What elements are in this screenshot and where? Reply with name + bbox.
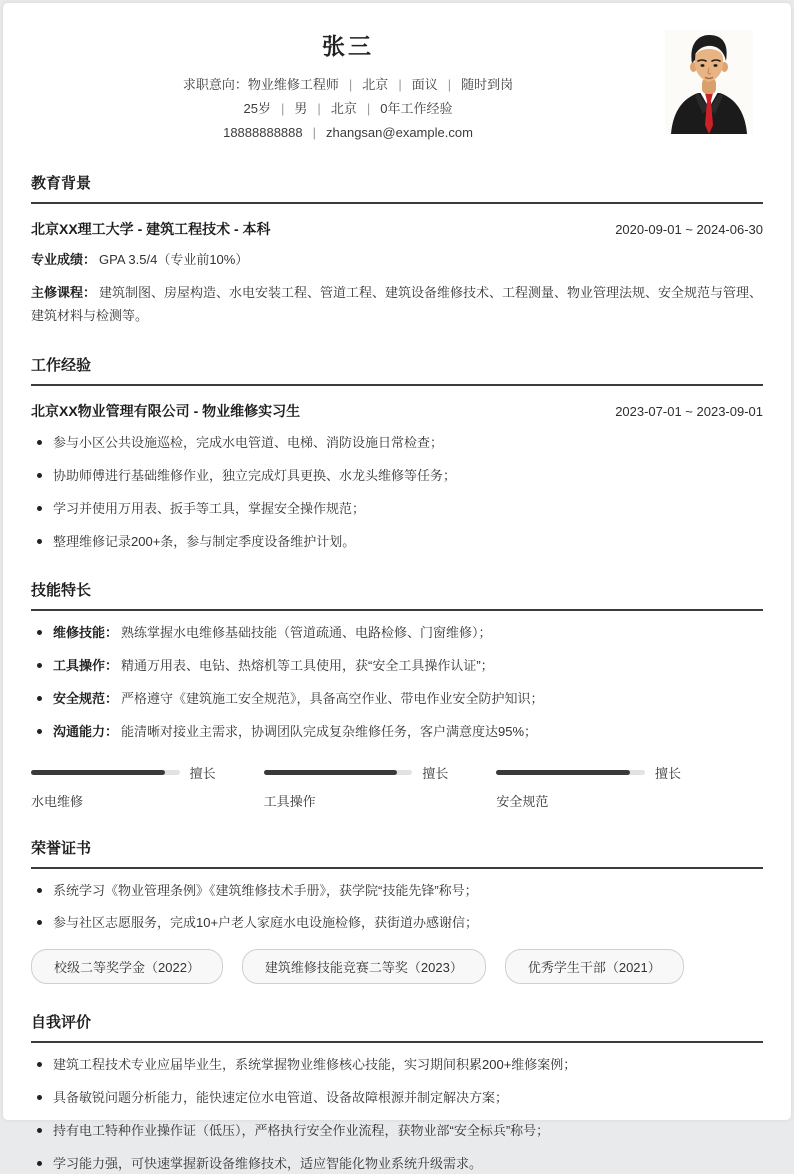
- section-education: [31, 172, 763, 327]
- work-bullet: [31, 433, 763, 454]
- gender: 男: [294, 101, 308, 116]
- experience-years: 0年工作经验: [380, 101, 453, 116]
- skill-bar-safety: [496, 763, 681, 810]
- job-intent-availability: 随时到岗: [461, 77, 514, 92]
- honor-tag: 优秀学生干部（2021）: [505, 949, 684, 984]
- separator: |: [281, 101, 285, 116]
- separator: |: [447, 77, 452, 92]
- gpa-value: GPA 3.5/4（专业前10%）: [99, 252, 249, 267]
- skill-bar-name: 工具操作: [263, 793, 316, 809]
- skill-bullet: [31, 656, 763, 677]
- skill-text: 严格遵守《建筑施工安全规范》，具备高空作业、带电作业安全防护知识；: [121, 691, 544, 707]
- separator: |: [366, 101, 371, 116]
- honor-bullet-text: 系统学习《物业管理条例》《建筑维修技术手册》，获学院“技能先锋”称号；: [53, 882, 478, 898]
- skill-label: 沟通能力：: [53, 723, 119, 739]
- courses-label: 主修课程：: [31, 284, 97, 300]
- skill-bullet: [31, 722, 763, 743]
- skill-text: 熟练掌握水电维修基础技能（管道疏通、电路检修、门窗维修）；: [121, 625, 492, 641]
- age: 25岁: [243, 101, 272, 116]
- bullet-dot-icon: [37, 1128, 42, 1133]
- self-eval-bullet: [31, 1121, 763, 1142]
- skill-level-label: 擅长: [189, 765, 216, 781]
- self-eval-bullet: [31, 1088, 763, 1109]
- honor-tag: 建筑维修技能竞赛二等奖（2023）: [242, 949, 486, 984]
- skill-bar-track: [31, 770, 180, 775]
- skill-bar-fill: [264, 770, 398, 775]
- gpa-row: [31, 249, 763, 272]
- candidate-name: 张三: [322, 33, 374, 59]
- skill-bar-track: [264, 770, 413, 775]
- skill-level-bars: [31, 763, 681, 810]
- company-name: 北京XX物业管理有限公司 - 物业维修实习生: [31, 403, 301, 420]
- self-eval-bullet: [31, 1154, 763, 1174]
- resume-page: [3, 3, 791, 1171]
- skill-level-label: 擅长: [422, 765, 449, 781]
- job-intent-position: 物业维修工程师: [247, 77, 339, 92]
- honor-bullet: [31, 913, 763, 934]
- bullet-dot-icon: [37, 663, 42, 668]
- education-entry-header: [31, 219, 763, 239]
- honor-tags: [31, 949, 763, 984]
- section-title-skills: 技能特长: [31, 579, 763, 611]
- work-bullet-text: 参与小区公共设施巡检，完成水电管道、电梯、消防设施日常检查；: [53, 435, 444, 451]
- section-honors: [31, 837, 763, 985]
- skill-bar-name: 安全规范: [496, 793, 549, 809]
- bullet-dot-icon: [37, 729, 42, 734]
- header-text-block: [31, 28, 665, 145]
- skill-text: 精通万用表、电钻、热熔机等工具使用，获“安全工具操作认证”；: [121, 658, 494, 674]
- work-entry-header: [31, 401, 763, 421]
- resume-header: [31, 3, 763, 145]
- skill-bullet: [31, 689, 763, 710]
- section-title-honors: 荣誉证书: [31, 837, 763, 869]
- education-date-range: 2020-09-01 ~ 2024-06-30: [615, 222, 763, 237]
- bullet-dot-icon: [37, 506, 42, 511]
- skill-bar-fill: [31, 770, 165, 775]
- city: 北京: [330, 101, 357, 116]
- job-intent-salary: 面议: [411, 77, 438, 92]
- skill-bar-name: 水电维修: [31, 793, 84, 809]
- bullet-dot-icon: [37, 696, 42, 701]
- section-skills: [31, 579, 763, 809]
- bullet-dot-icon: [37, 888, 42, 893]
- skill-bar-tools: [264, 763, 449, 810]
- honor-bullet: [31, 881, 763, 902]
- skill-level-label: 擅长: [654, 765, 681, 781]
- section-title-self-evaluation: 自我评价: [31, 1011, 763, 1043]
- work-bullet-text: 协助师傅进行基础维修作业，独立完成灯具更换、水龙头维修等任务；: [53, 468, 457, 484]
- section-work-experience: [31, 354, 763, 552]
- work-bullet-text: 学习并使用万用表、扳手等工具，掌握安全操作规范；: [53, 500, 366, 516]
- gpa-label: 专业成绩：: [31, 252, 97, 267]
- separator: |: [317, 101, 321, 116]
- skill-bar-fill: [496, 770, 630, 775]
- bullet-dot-icon: [37, 473, 42, 478]
- phone-number: 18888888888: [223, 125, 303, 140]
- school-name: 北京XX理工大学 - 建筑工程技术 - 本科: [31, 221, 271, 237]
- courses-row: [31, 282, 763, 328]
- skill-label: 工具操作：: [53, 658, 119, 674]
- self-eval-bullet-text: 具备敏锐问题分析能力，能快速定位水电管道、设备故障根源并制定解决方案；: [53, 1090, 509, 1106]
- section-title-education: 教育背景: [31, 172, 763, 204]
- bullet-dot-icon: [37, 630, 42, 635]
- separator: |: [348, 77, 353, 92]
- bullet-dot-icon: [37, 1062, 42, 1067]
- work-bullet: [31, 466, 763, 487]
- work-bullet: [31, 532, 763, 553]
- email-address: zhangsan@example.com: [326, 125, 473, 140]
- self-eval-bullet: [31, 1055, 763, 1076]
- self-eval-bullet-text: 持有电工特种作业操作证（低压），严格执行安全作业流程，获物业部“安全标兵”称号；: [53, 1122, 550, 1138]
- work-bullet: [31, 499, 763, 520]
- bullet-dot-icon: [37, 440, 42, 445]
- bullet-dot-icon: [37, 920, 42, 925]
- honor-bullet-text: 参与社区志愿服务，完成10+户老人家庭水电设施检修，获街道办感谢信；: [53, 915, 479, 931]
- male-avatar-illustration: [665, 30, 753, 134]
- contact-line: [31, 121, 665, 145]
- job-intent-label: 求职意向：: [182, 77, 248, 92]
- job-intent-city: 北京: [362, 77, 389, 92]
- self-eval-bullet-text: 学习能力强，可快速掌握新设备维修技术，适应智能化物业系统升级需求。: [53, 1155, 483, 1171]
- work-date-range: 2023-07-01 ~ 2023-09-01: [615, 404, 763, 420]
- skill-bar-track: [496, 770, 645, 775]
- work-bullet-text: 整理维修记录200+条，参与制定季度设备维护计划。: [53, 533, 356, 549]
- section-self-evaluation: [31, 1011, 763, 1174]
- avatar-photo: [665, 30, 753, 134]
- skill-bullet: [31, 623, 763, 644]
- skill-label: 维修技能：: [53, 625, 119, 641]
- skill-text: 能清晰对接业主需求，协调团队完成复杂维修任务，客户满意度达95%；: [121, 723, 538, 739]
- separator: |: [398, 77, 402, 92]
- skill-label: 安全规范：: [53, 691, 119, 707]
- skill-bar-plumbing: [31, 763, 216, 810]
- section-title-work: 工作经验: [31, 354, 763, 386]
- courses-value: 建筑制图、房屋构造、水电安装工程、管道工程、建筑设备维修技术、工程测量、物业管理法规、安全规范与管理、建筑材料与检测等。: [31, 284, 763, 323]
- personal-info-line: [31, 97, 665, 121]
- bullet-dot-icon: [37, 539, 42, 544]
- bullet-dot-icon: [37, 1161, 42, 1166]
- self-eval-bullet-text: 建筑工程技术专业应届毕业生，系统掌握物业维修核心技能，实习期间积累200+维修案例；: [53, 1057, 577, 1073]
- separator: |: [312, 125, 317, 140]
- job-intent-line: [31, 73, 665, 97]
- bullet-dot-icon: [37, 1095, 42, 1100]
- honor-tag: 校级二等奖学金（2022）: [31, 949, 223, 984]
